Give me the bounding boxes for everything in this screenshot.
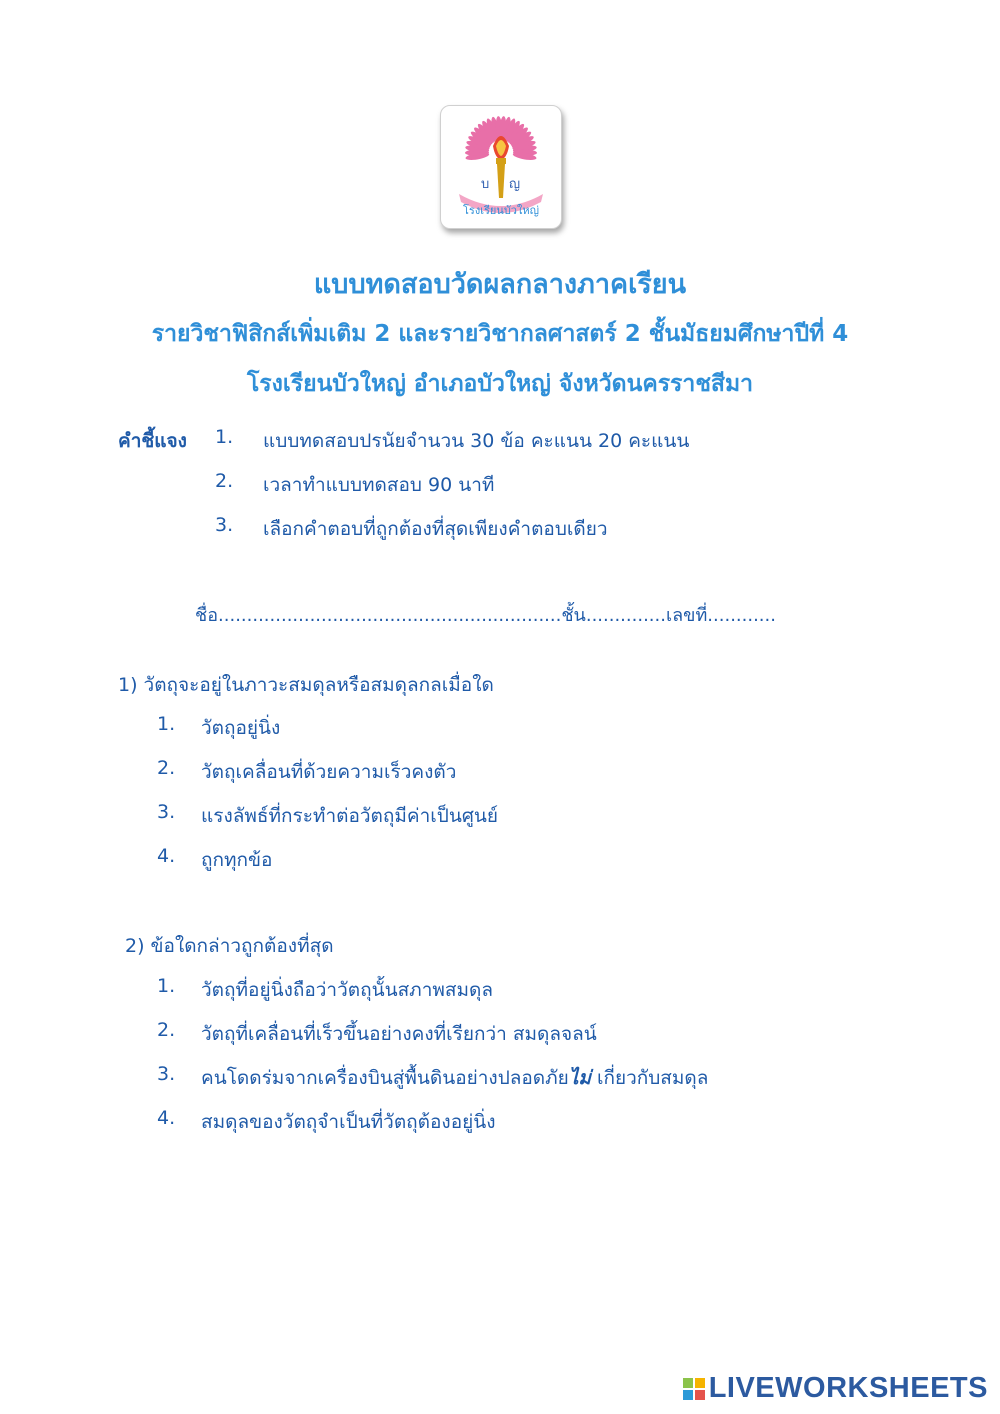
question-1-option-4[interactable] xyxy=(157,845,272,875)
school-logo xyxy=(440,105,562,229)
emphasis-word: ไม่ xyxy=(568,1067,591,1089)
student-info-line: ชื่อ............................................................ชั้น..............เลขที่............ xyxy=(195,605,776,626)
option-number: 3. xyxy=(157,1063,176,1085)
instruction-item xyxy=(215,426,689,456)
school-emblem-icon xyxy=(441,106,561,228)
option-text: วัตถุอยู่นิ่ง xyxy=(201,717,281,739)
question-2-option-1[interactable] xyxy=(157,975,493,1005)
question-2-stem: 2) ข้อใดกล่าวถูกต้องที่สุด xyxy=(125,935,334,957)
option-number: 2. xyxy=(157,757,176,779)
option-text: สมดุลของวัตถุจำเป็นที่วัตถุต้องอยู่นิ่ง xyxy=(201,1111,496,1133)
question-2-option-4[interactable] xyxy=(157,1107,496,1137)
brand-tile xyxy=(695,1390,705,1400)
instruction-item xyxy=(215,514,608,544)
school-line: โรงเรียนบัวใหญ่ อำเภอบัวใหญ่ จังหวัดนครราชสีมา xyxy=(246,371,754,397)
brand-tile xyxy=(695,1378,705,1388)
question-1-stem: 1) วัตถุจะอยู่ในภาวะสมดุลหรือสมดุลกลเมื่อใด xyxy=(118,674,494,696)
instruction-number: 1. xyxy=(215,426,234,448)
option-text: ถูกทุกข้อ xyxy=(201,849,273,871)
instruction-number: 2. xyxy=(215,470,234,492)
svg-text:โรงเรียนบัวใหญ่: โรงเรียนบัวใหญ่ xyxy=(463,204,539,217)
option-text: วัตถุเคลื่อนที่ด้วยความเร็วคงตัว xyxy=(201,761,457,783)
brand-tile xyxy=(683,1378,693,1388)
instruction-item xyxy=(215,470,494,500)
liveworksheets-brand xyxy=(683,1372,988,1405)
option-text: แรงลัพธ์ที่กระทำต่อวัตถุมีค่าเป็นศูนย์ xyxy=(201,805,499,827)
instruction-number: 3. xyxy=(215,514,234,536)
option-text-after: เกี่ยวกับสมดุล xyxy=(590,1067,709,1089)
svg-text:บ: บ xyxy=(481,177,490,192)
option-number: 1. xyxy=(157,713,176,735)
brand-tile xyxy=(683,1390,693,1400)
option-number: 4. xyxy=(157,1107,176,1129)
instructions-label: คำชี้แจง xyxy=(118,430,187,452)
question-1-option-2[interactable] xyxy=(157,757,456,787)
subject-line: รายวิชาฟิสิกส์เพิ่มเติม 2 และรายวิชากลศาสตร์ 2 ชั้นมัธยมศึกษาปีที่ 4 xyxy=(151,321,849,347)
brand-name: LIVEWORKSHEETS xyxy=(708,1372,988,1404)
option-number: 2. xyxy=(157,1019,176,1041)
brand-logo-icon xyxy=(683,1378,705,1400)
option-number: 3. xyxy=(157,801,176,823)
option-text: วัตถุที่เคลื่อนที่เร็วขึ้นอย่างคงที่เรียกว่า สมดุลจลน์ xyxy=(201,1023,597,1045)
question-1-option-1[interactable] xyxy=(157,713,280,743)
option-text xyxy=(201,1063,708,1093)
instruction-text: เลือกคำตอบที่ถูกต้องที่สุดเพียงคำตอบเดียว xyxy=(263,518,608,540)
instruction-text: แบบทดสอบปรนัยจำนวน 30 ข้อ คะแนน 20 คะแนน xyxy=(263,430,690,452)
page-title: แบบทดสอบวัดผลกลางภาคเรียน xyxy=(313,269,687,300)
option-number: 4. xyxy=(157,845,176,867)
question-2-option-2[interactable] xyxy=(157,1019,597,1049)
option-text-before: คนโดดร่มจากเครื่องบินสู่พื้นดินอย่างปลอดภัย xyxy=(201,1067,569,1089)
question-2-option-3[interactable] xyxy=(157,1063,708,1093)
option-number: 1. xyxy=(157,975,176,997)
instruction-text: เวลาทำแบบทดสอบ 90 นาที xyxy=(263,474,495,496)
question-1-option-3[interactable] xyxy=(157,801,498,831)
svg-text:ญ: ญ xyxy=(509,177,521,192)
option-text: วัตถุที่อยู่นิ่งถือว่าวัตถุนั้นสภาพสมดุล xyxy=(201,979,494,1001)
